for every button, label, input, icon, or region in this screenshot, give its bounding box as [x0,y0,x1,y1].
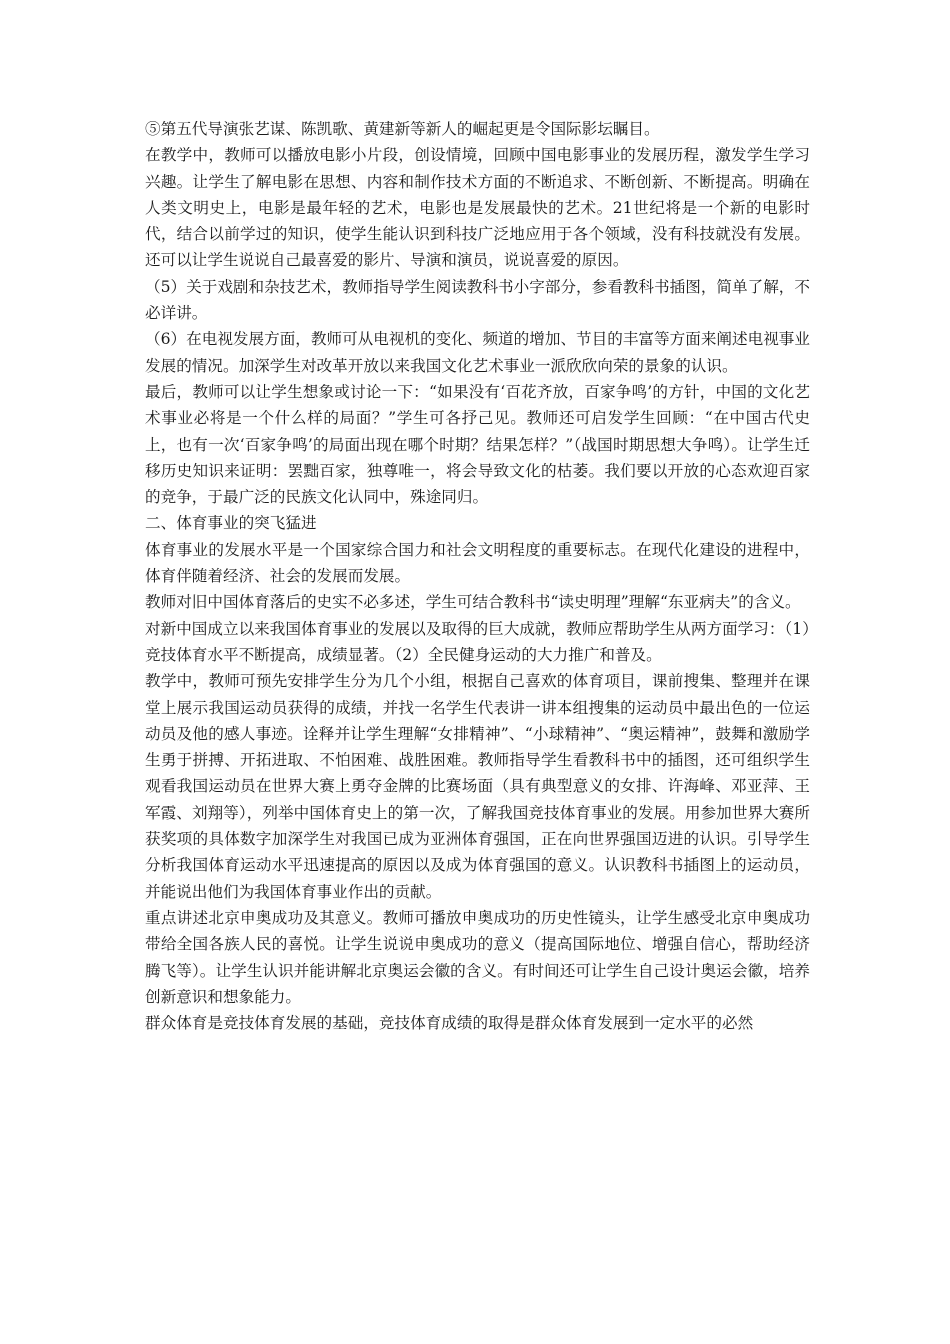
paragraph-new-china-sports: 对新中国成立以来我国体育事业的发展以及取得的巨大成就，教师应帮助学生从两方面学习：（1）竞技体育水平不断提高，成绩显著。（2）全民健身运动的大力推广和普及。 [145,619,810,664]
paragraph-sports-teaching: 教学中，教师可预先安排学生分为几个小组，根据自己喜欢的体育项目，课前搜集、整理并在课堂上展示我国运动员获得的成绩，并找一名学生代表讲一讲本组搜集的运动员中最出色的一位运动员及他的感人事迹。诠释并让学生理解“女排精神”、“小球精神”、“奥运精神”，鼓舞和激励学生勇于拼搏、开拓进取、不怕困难、战胜困难。教师指导学生看教科书中的插图，还可组织学生观看我国运动员在世界大赛上勇夺金牌的比赛场面（具有典型意义的女排、许海峰、邓亚萍、王军霞、刘翔等），列举中国体育史上的第一次，了解我国竞技体育事业的发展。用参加世界大赛所获奖项的具体数字加深学生对我国已成为亚洲体育强国，正在向世界强国迈进的认识。引导学生分析我国体育运动水平迅速提高的原因以及成为体育强国的意义。认识教科书插图上的运动员，并能说出他们为我国体育事业作出的贡献。 [145,672,810,901]
paragraph-drama-acrobatics: （5）关于戏剧和杂技艺术，教师指导学生阅读教科书小字部分，参看教科书插图，简单了解，不必详讲。 [145,277,810,323]
paragraph-film-teaching: 在教学中，教师可以播放电影小片段，创设情境，回顾中国电影事业的发展历程，激发学生学习兴趣。让学生了解电影在思想、内容和制作技术方面的不断追求、不断创新、不断提高。明确在人类文明史上，电影是最年轻的艺术，电影也是发展最快的艺术。21世纪将是一个新的电影时代，结合以前学过的知识，使学生能认识到科技广泛地应用于各个领域，没有科技就没有发展。还可以让学生说说自己最喜爱的影片、导演和演员，说说喜爱的原因。 [145,146,810,270]
paragraph-television: （6）在电视发展方面，教师可从电视机的变化、频道的增加、节目的丰富等方面来阐述电视事业发展的情况。加深学生对改革开放以来我国文化艺术事业一派欣欣向荣的景象的认识。 [145,330,810,375]
paragraph-old-china-sports: 教师对旧中国体育落后的史实不必多述，学生可结合教科书“读史明理”理解“东亚病夫”的含义。 [145,593,801,612]
paragraph-mass-sports: 群众体育是竞技体育发展的基础，竞技体育成绩的取得是群众体育发展到一定水平的必然 [145,1014,754,1033]
paragraph-film-directors: ⑤第五代导演张艺谋、陈凯歌、黄建新等新人的崛起更是令国际影坛瞩目。 [145,120,660,138]
document-body [145,116,810,1036]
section-heading-sports: 二、体育事业的突飞猛进 [145,514,317,533]
paragraph-sports-intro: 体育事业的发展水平是一个国家综合国力和社会文明程度的重要标志。在现代化建设的进程中，体育伴随着经济、社会的发展而发展。 [145,540,810,586]
paragraph-hundred-schools: 最后，教师可以让学生想象或讨论一下：“如果没有‘百花齐放，百家争鸣’的方针，中国的文化艺术事业必将是一个什么样的局面？”学生可各抒己见。教师还可启发学生回顾：“在中国古代史上，也有一次‘百家争鸣’的局面出现在哪个时期？结果怎样？”（战国时期思想大争鸣）。让学生迁移历史知识来证明：罢黜百家，独尊唯一，将会导致文化的枯萎。我们要以开放的心态欢迎百家的竞争，于最广泛的民族文化认同中，殊途同归。 [145,382,810,507]
paragraph-olympic-bid: 重点讲述北京申奥成功及其意义。教师可播放申奥成功的历史性镜头，让学生感受北京申奥成功带给全国各族人民的喜悦。让学生说说申奥成功的意义（提高国际地位、增强自信心，帮助经济腾飞等）。让学生认识并能讲解北京奥运会徽的含义。有时间还可让学生自己设计奥运会徽，培养创新意识和想象能力。 [145,908,810,1006]
